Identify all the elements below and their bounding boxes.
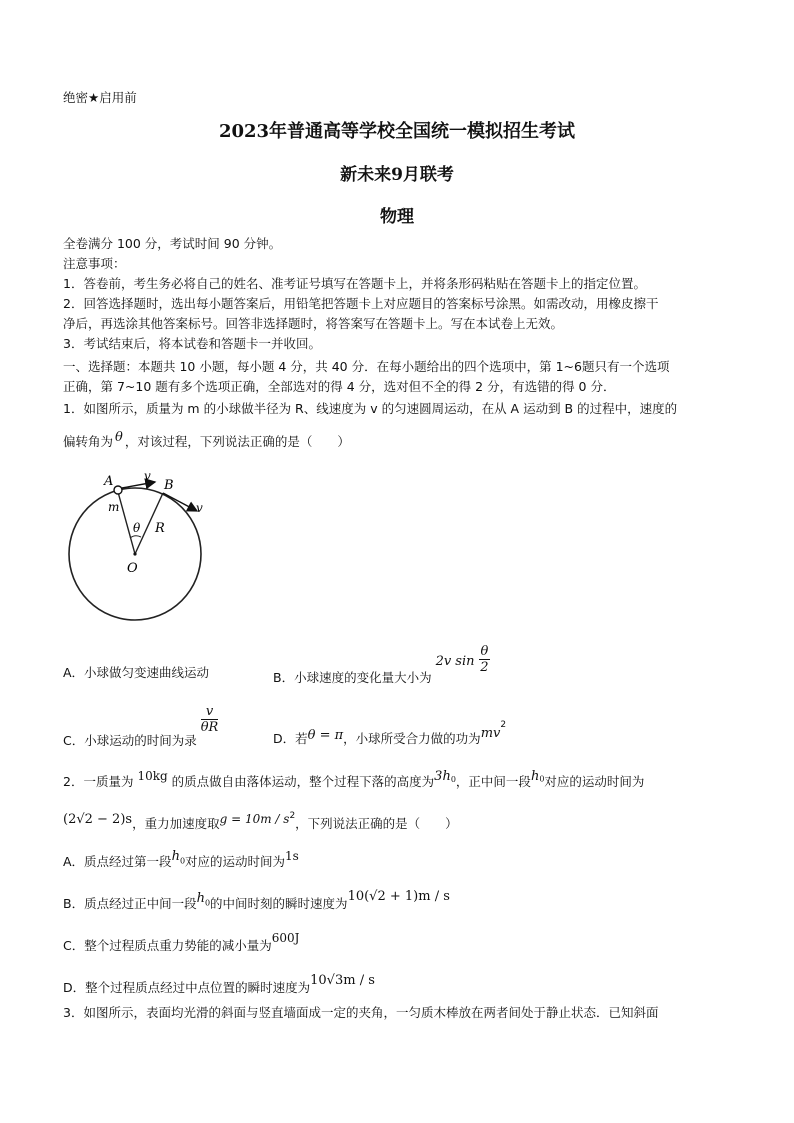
- q2-option-a-text: A．质点经过第一段: [63, 854, 172, 869]
- q2-stem-text4: 对应的运动时间为: [544, 774, 645, 789]
- fraction-denominator: θR: [200, 720, 219, 735]
- q2-height-sub: 0: [450, 774, 456, 784]
- q2-option-b-h0-sub: 0: [204, 898, 211, 908]
- label-A: A: [104, 474, 114, 489]
- circular-motion-figure: [60, 466, 240, 636]
- q1-stem-line2: [63, 432, 350, 453]
- q2-time: (2√2 − 2)s: [63, 812, 133, 828]
- q2-option-a-value: 1s: [285, 849, 299, 863]
- q1-option-d-text: D．若: [273, 731, 308, 747]
- q1-option-d-work: mv: [480, 726, 501, 742]
- section1-line1: 一、选择题：本题共 10 小题，每小题 4 分，共 40 分．在每小题给出的四个选项中，第 1~6题只有一个选项: [63, 359, 670, 374]
- q1-option-b-text: B．小球速度的变化量大小为: [273, 670, 432, 685]
- exam-title: 2023年普通高等学校全国统一模拟招生考试: [218, 121, 576, 142]
- q1-option-a: A．小球做匀变速曲线运动: [63, 665, 210, 680]
- note-1: 1．答卷前，考生务必将自己的姓名、准考证号填写在答题卡上，并将条形码粘贴在答题卡上的指定位置。: [63, 276, 646, 291]
- q2-option-c-text: C．整个过程质点重力势能的减小量为: [63, 938, 272, 953]
- notes-title: 注意事项：: [63, 256, 126, 271]
- label-B: B: [164, 478, 174, 493]
- note-2b: 净后，再选涂其他答案标号。回答非选择题时，将答案写在答题卡上。写在本试卷上无效。: [63, 316, 564, 331]
- ball: [114, 486, 122, 494]
- q2-option-a: [63, 846, 299, 872]
- label-R: R: [155, 521, 165, 536]
- angle-arc: [130, 536, 141, 538]
- label-theta: θ: [133, 521, 141, 535]
- q2-option-b-h0: h: [196, 891, 205, 906]
- q1-option-d-exponent: 2: [500, 720, 507, 730]
- exam-subtitle: 新未来9月联考: [340, 165, 454, 185]
- note-2a: 2．回答选择题时，选出每小题答案后，用铅笔把答题卡上对应题目的答案标号涂黑。如需改动，用橡皮擦干: [63, 296, 659, 311]
- q2-stem-line1: [63, 764, 644, 790]
- q2-gravity-exponent: 2: [289, 811, 296, 821]
- q1-stem-line1: 1．如图所示，质量为 m 的小球做半径为 R、线速度为 v 的匀速圆周运动，在从 A 运动到 B 的过程中，速度的: [63, 401, 678, 416]
- label-v-B: v: [196, 501, 203, 515]
- q1-option-b: [273, 644, 490, 685]
- q2-option-c: [63, 930, 300, 953]
- label-v-A: v: [144, 469, 151, 483]
- note-3: 3．考试结束后，将本试卷和答题卡一并收回。: [63, 336, 321, 351]
- q2-stem-text5: ，重力加速度取: [132, 816, 220, 832]
- q1-option-d-text2: ，小球所受合力做的功为: [343, 731, 481, 747]
- q2-height: 3h: [434, 769, 451, 784]
- fraction-numerator: v: [201, 704, 219, 720]
- velocity-arrow-B: [163, 493, 197, 511]
- q2-h0: h: [530, 769, 540, 784]
- q1-option-c: [63, 704, 219, 748]
- q2-option-d-text: D．整个过程质点经过中点位置的瞬时速度为: [63, 980, 311, 995]
- q2-stem-text3: ，正中间一段: [455, 774, 531, 789]
- q1-stem-text: 偏转角为: [63, 434, 114, 449]
- theta-symbol: θ: [115, 430, 123, 445]
- q1-stem-ask: ，对该过程，下列说法正确的是（ ）: [124, 434, 350, 449]
- q2-option-a-h0: h: [171, 849, 180, 864]
- q2-option-a-text2: 对应的运动时间为: [185, 854, 286, 869]
- q1-option-c-fraction: [201, 704, 219, 735]
- q1-option-b-fraction: [479, 644, 491, 675]
- q1-option-d: [273, 717, 507, 747]
- q2-option-b: [63, 888, 450, 914]
- q3-stem-line1: 3．如图所示，表面均光滑的斜面与竖直墙面成一定的夹角，一匀质木棒放在两者间处于静止状态．已知斜面: [63, 1005, 659, 1020]
- q2-stem-line2: [63, 806, 458, 830]
- q2-stem-text: 2．一质量为: [63, 774, 134, 789]
- fraction-denominator: 2: [480, 660, 489, 675]
- q1-option-b-math: 2v sin: [435, 654, 475, 669]
- q2-option-a-h0-sub: 0: [179, 856, 186, 866]
- q2-stem-ask: ，下列说法正确的是（ ）: [295, 816, 458, 832]
- q2-option-d: [63, 972, 375, 993]
- q2-option-c-value: 600J: [271, 931, 300, 945]
- q1-option-d-condition: θ = π: [307, 728, 344, 744]
- q2-option-d-value: 10√3m / s: [310, 973, 375, 988]
- q2-gravity: g = 10m / s: [219, 812, 290, 827]
- q2-h0-sub: 0: [539, 774, 545, 784]
- score-line: 全卷满分 100 分，考试时间 90 分钟。: [63, 236, 282, 251]
- section1-line2: 正确，第 7~10 题有多个选项正确，全部选对的得 4 分，选对但不全的得 2 分，有选错的得 0 分．: [63, 379, 616, 394]
- q2-option-b-text: B．质点经过正中间一段: [63, 896, 197, 911]
- confidential-label: 绝密★启用前: [63, 90, 137, 105]
- q2-option-b-value: 10(√2 + 1)m / s: [347, 889, 450, 904]
- q1-option-c-text: C．小球运动的时间为录: [63, 733, 197, 748]
- center-point: [133, 552, 136, 555]
- q2-mass: 10kg: [137, 769, 168, 783]
- label-O: O: [127, 561, 138, 576]
- q2-option-b-text2: 的中间时刻的瞬时速度为: [210, 896, 348, 911]
- label-m: m: [108, 500, 120, 514]
- q2-stem-text2: 的质点做自由落体运动，整个过程下落的高度为: [171, 774, 435, 789]
- fraction-numerator: θ: [480, 644, 489, 659]
- subject-title: 物理: [380, 207, 414, 227]
